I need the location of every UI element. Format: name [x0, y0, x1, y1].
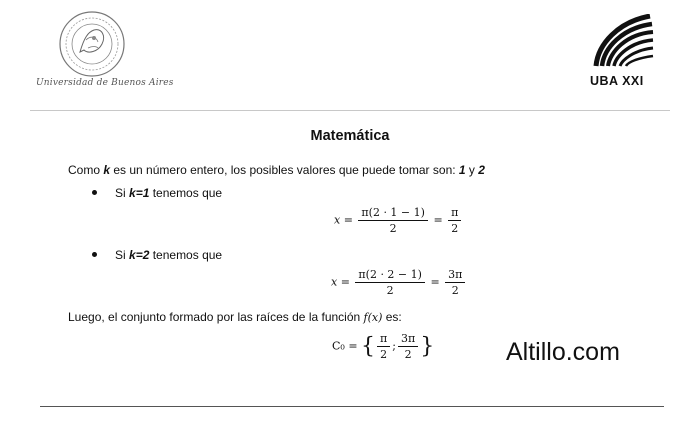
equation-lhs: x =: [334, 213, 353, 227]
fraction-numerator: π(2 · 1 − 1): [358, 206, 428, 221]
equals-sign: =: [433, 213, 443, 227]
fraction-numerator: 3π: [398, 332, 418, 347]
intro-value-2: 2: [478, 163, 485, 177]
intro-value-1: 1: [458, 163, 466, 177]
fraction-numerator: π: [448, 206, 461, 221]
footer-divider: [40, 406, 664, 407]
intro-mid: es un número entero, los posibles valores que puede tomar son:: [110, 163, 459, 177]
bullet-condition: k=2: [129, 248, 150, 262]
equation-2: [331, 268, 467, 297]
set-open-brace: {: [361, 334, 376, 359]
conclusion-text: Luego, el conjunto formado por las raíces de la función: [68, 310, 364, 324]
fraction-numerator: 3π: [445, 268, 465, 283]
fraction-denominator: 2: [451, 284, 459, 297]
bullet-si: Si: [115, 248, 130, 262]
set-separator: ;: [392, 339, 396, 353]
equation-1: [334, 206, 463, 235]
fraction-result: [448, 206, 461, 235]
bullet-si: Si: [115, 186, 130, 200]
uba-xxi-logo-text: UBA XXI: [590, 74, 644, 88]
bullet-rest: tenemos que: [149, 186, 223, 200]
equals-sign: =: [430, 275, 440, 289]
conclusion-end: es:: [382, 310, 402, 324]
fraction-denominator: 2: [389, 222, 397, 235]
intro-k: k: [103, 163, 111, 177]
fraction-denominator: 2: [404, 348, 412, 361]
bullet-condition: k=1: [129, 186, 150, 200]
bullet-k1: [92, 186, 222, 200]
bullet-dot: [92, 252, 97, 257]
page-title: Matemática: [310, 128, 390, 144]
solution-set: [332, 332, 434, 361]
set-fraction-1: [377, 332, 390, 361]
bullet-dot: [92, 190, 97, 195]
intro-y: y: [465, 163, 479, 177]
equation-lhs: x =: [331, 275, 350, 289]
fraction-numerator: π: [377, 332, 390, 347]
uba-xxi-logo: [588, 14, 654, 68]
header-divider: [30, 110, 670, 111]
university-signature: Universidad de Buenos Aires: [36, 78, 174, 88]
fraction-denominator: 2: [380, 348, 388, 361]
intro-paragraph: [68, 163, 485, 177]
intro-prefix: Como: [68, 163, 104, 177]
bullet-rest: tenemos que: [149, 248, 223, 262]
conclusion-paragraph: [68, 310, 402, 324]
fraction-denominator: 2: [386, 284, 394, 297]
fraction: [355, 268, 425, 297]
set-close-brace: }: [420, 334, 435, 359]
function-fx: f(x): [363, 311, 383, 324]
set-fraction-2: [398, 332, 418, 361]
fraction-numerator: π(2 · 2 − 1): [355, 268, 425, 283]
fraction-denominator: 2: [451, 222, 459, 235]
bullet-k2: [92, 248, 222, 262]
set-lhs: C₀ =: [332, 339, 358, 353]
altillo-watermark: Altillo.com: [506, 338, 620, 366]
fraction-result: [445, 268, 465, 297]
fraction: [358, 206, 428, 235]
university-seal-logo: [58, 10, 126, 78]
